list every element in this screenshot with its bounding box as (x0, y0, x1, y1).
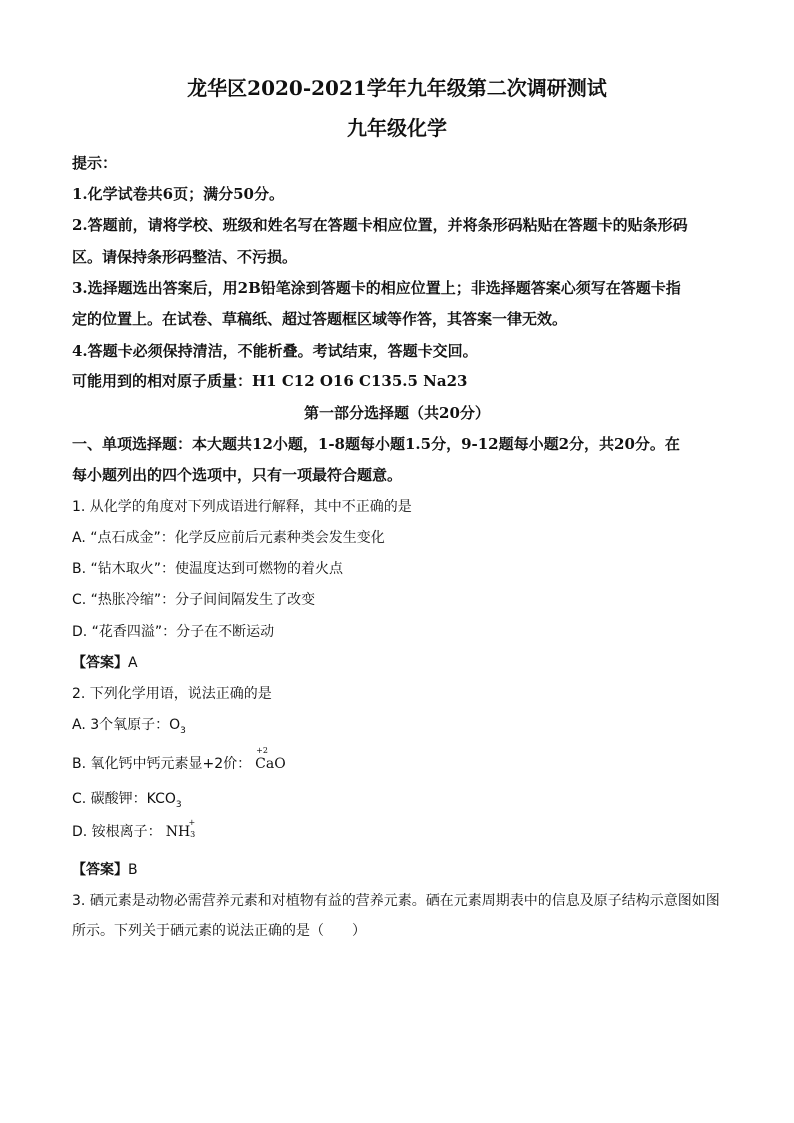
section-title: 第一部分选择题（共20分） (304, 404, 490, 422)
answer-label: 【答案】 (72, 655, 128, 671)
cao-formula: +2 CaO (255, 746, 286, 772)
tip-item-3-cont: 定的位置上。在试卷、草稿纸、超过答题框区域等作答，其答案一律无效。 (72, 310, 568, 328)
question-3-stem-cont: 所示。下列关于硒元素的说法正确的是（ ） (72, 923, 366, 939)
question-1-option-b: B. “钻木取火”：使温度达到可燃物的着火点 (72, 561, 344, 577)
question-2-stem: 2. 下列化学用语，说法正确的是 (72, 686, 272, 702)
tip-item-1: 1.化学试卷共6页；满分50分。 (72, 185, 284, 203)
question-2-option-d: D. 铵根离子： NH + 3 (72, 818, 196, 840)
tip-item-4: 4.答题卡必须保持清洁，不能析叠。考试结束，答题卡交回。 (72, 342, 478, 360)
question-1-option-c: C. “热胀冷缩”：分子间间隔发生了改变 (72, 592, 316, 608)
question-1-answer (72, 652, 138, 672)
section-intro-cont: 每小题列出的四个选项中，只有一项最符合题意。 (72, 466, 403, 484)
exam-subtitle: 九年级化学 (347, 116, 447, 140)
answer-label: 【答案】 (72, 862, 128, 878)
answer-value: A (128, 655, 138, 671)
question-2-option-a: A. 3个氧原子：$O_3$ (72, 717, 186, 736)
section-intro: 一、单项选择题：本大题共12小题，1-8题每小题1.5分，9-12题每小题2分，共20分。在 (72, 435, 680, 453)
question-1-stem: 1. 从化学的角度对下列成语进行解释，其中不正确的是 (72, 499, 412, 515)
tip-item-3: 3.选择题选出答案后，用2B铅笔涂到答题卡的相应位置上；非选择题答案心须写在答题卡指 (72, 279, 681, 297)
question-2-option-c: C. 碳酸钾：$KCO_3$ (72, 791, 182, 810)
question-2-answer (72, 859, 138, 879)
question-3-stem: 3. 硒元素是动物必需营养元素和对植物有益的营养元素。硒在元素周期表中的信息及原子结构示意图如图 (72, 893, 720, 909)
question-1-option-d: D. “花香四溢”：分子在不断运动 (72, 624, 275, 640)
atomic-masses: 可能用到的相对原子质量：H1 C12 O16 C135.5 Na23 (72, 372, 468, 390)
tip-item-2-cont: 区。请保持条形码整洁、不污损。 (72, 248, 298, 266)
exam-title: 龙华区2020-2021学年九年级第二次调研测试 (187, 76, 607, 100)
question-1-option-a: A. “点石成金”：化学反应前后元素种类会发生变化 (72, 530, 385, 546)
tips-label: 提示： (72, 154, 118, 172)
ammonium-formula: NH + 3 (165, 818, 196, 840)
tip-item-2: 2.答题前，请将学校、班级和姓名写在答题卡相应位置，并将条形码粘贴在答题卡的贴条形码 (72, 216, 688, 234)
question-2-option-b: B. 氧化钙中钙元素显+2价： +2 CaO (72, 746, 286, 772)
answer-value: B (128, 862, 138, 878)
